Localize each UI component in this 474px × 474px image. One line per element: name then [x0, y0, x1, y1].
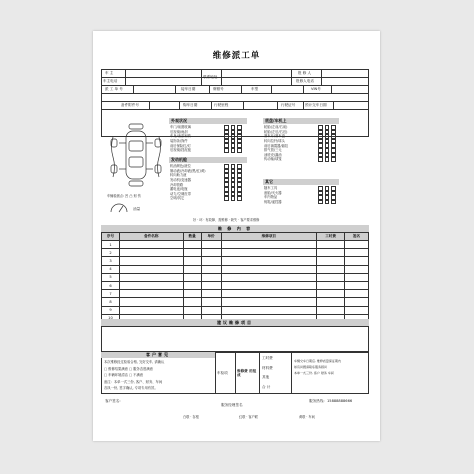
row-number: 1 — [102, 241, 120, 249]
table-cell[interactable] — [345, 298, 369, 306]
chassis-check-label: 轮胎(左后/右后) — [264, 129, 288, 134]
customer-opinion-band: 客户意见 — [101, 352, 215, 358]
table-cell[interactable] — [345, 249, 369, 257]
header-model-label: 车型 — [251, 87, 259, 91]
chassis-check-label: 前后减震器/悬挂 — [264, 143, 289, 148]
note-line: 车辆交车日期后, 维修质量保证期内 — [294, 359, 341, 363]
repair-table-header: 数量 — [183, 233, 201, 241]
table-cell[interactable] — [317, 249, 345, 257]
chassis-check-label: 油底壳/漏油 — [264, 152, 282, 157]
customer-opinion-line: □ 车辆环境清洁 □ 不满意 — [104, 373, 144, 377]
table-row — [102, 273, 369, 281]
repair-table-header: 备件名称 — [119, 233, 183, 241]
table-row — [102, 298, 369, 306]
table-cell[interactable] — [317, 306, 345, 314]
marks-legend: 好 · 坏 · 有故障、需维修 · 缺失 · 客户要求维修 — [193, 218, 260, 222]
table-cell[interactable] — [317, 241, 345, 249]
header-purchase-date-label: 购车日期 — [183, 103, 198, 107]
table-cell[interactable] — [221, 306, 317, 314]
check-box[interactable] — [325, 157, 330, 162]
header-plate-label: 牌照号 — [213, 87, 224, 91]
table-cell[interactable] — [345, 281, 369, 289]
table-cell[interactable] — [317, 265, 345, 273]
table-cell[interactable] — [317, 281, 345, 289]
table-cell[interactable] — [345, 306, 369, 314]
table-cell[interactable] — [221, 257, 317, 265]
repair-table-header: 序号 — [102, 233, 120, 241]
customer-opinion-line: □ 维修结果满意 □ 服务态度满意 — [104, 366, 153, 371]
row-number: 9 — [102, 306, 120, 314]
table-row — [102, 241, 369, 249]
copy-red: 红联 · 客户联 — [239, 415, 258, 419]
chassis-section-title: 底盘/车机上 — [263, 118, 339, 124]
engine-section-title: 发动机舱 — [169, 157, 247, 163]
repair-table-header: 签名 — [345, 233, 369, 241]
table-row — [102, 306, 369, 314]
table-cell[interactable] — [345, 273, 369, 281]
appearance-check-item — [170, 148, 242, 153]
fee-item-label: 合 计 — [262, 384, 271, 389]
table-cell[interactable] — [317, 298, 345, 306]
check-box[interactable] — [224, 196, 229, 201]
table-cell[interactable] — [201, 265, 221, 273]
appearance-section-title: 外观状况 — [169, 118, 247, 124]
check-box[interactable] — [231, 196, 236, 201]
table-cell[interactable] — [317, 290, 345, 298]
other-check-label: 车内物品 — [264, 195, 278, 200]
customer-opinion-line: 本次维修经过检验合格, 完好交车, 请确认 — [104, 360, 165, 364]
table-cell[interactable] — [183, 249, 201, 257]
engine-check-label: 冷却管路 — [170, 182, 184, 187]
table-cell[interactable] — [119, 298, 183, 306]
row-number: 7 — [102, 290, 120, 298]
table-cell[interactable] — [317, 257, 345, 265]
table-cell[interactable] — [183, 241, 201, 249]
appearance-check-label: 后视镜/挡泥板 — [170, 148, 191, 153]
header-mileage-label: 行驶里程 — [214, 103, 229, 107]
appearance-check-label: 车身/油漆划伤 — [170, 134, 191, 139]
chassis-check-label: 刹车片/刹车盘 — [264, 134, 285, 139]
table-cell[interactable] — [317, 273, 345, 281]
fee-composition-title: 维修费 用组成 — [237, 369, 257, 377]
table-cell[interactable] — [201, 298, 221, 306]
inspector-signature-label: 服务经理签名 — [221, 403, 243, 407]
engine-check-item — [170, 196, 242, 201]
table-cell[interactable] — [183, 273, 201, 281]
fuel-label: 油量 — [133, 207, 141, 211]
check-box[interactable] — [331, 200, 336, 205]
engine-check-label: 转向助力液 — [170, 173, 187, 178]
vehicle-checkpoint-legend: 车辆检测点: 凹 凸 划 伤 — [107, 194, 141, 198]
table-cell[interactable] — [201, 249, 221, 257]
table-row — [102, 290, 369, 298]
check-box[interactable] — [325, 200, 330, 205]
table-cell[interactable] — [201, 281, 221, 289]
engine-check-label: 发动机/变速器 — [170, 178, 191, 183]
table-cell[interactable] — [183, 257, 201, 265]
other-check-label: 随车工具 — [264, 186, 278, 191]
table-cell[interactable] — [345, 257, 369, 265]
repair-table — [101, 232, 369, 323]
header-owner-phone-label: 车主电话 — [103, 79, 118, 83]
customer-opinion-line: 备注：本单一式三份, 客户、财务、车间 — [104, 379, 163, 384]
table-cell[interactable] — [345, 290, 369, 298]
header-vin-label: VIN号 — [311, 87, 321, 91]
header-license-label: 行驶证号 — [281, 103, 296, 107]
table-cell[interactable] — [183, 265, 201, 273]
engine-check-label: 机油颜色/液位 — [170, 164, 191, 169]
fee-item-label: 材料费 — [262, 365, 273, 370]
table-cell[interactable] — [119, 290, 183, 298]
row-number: 3 — [102, 257, 120, 265]
suggested-repair-band: 建议维修项目 — [101, 319, 369, 326]
engine-check-label: 制动液/冷却液(黑/红/黄) — [170, 168, 206, 173]
table-cell[interactable] — [345, 241, 369, 249]
table-cell[interactable] — [345, 265, 369, 273]
checkin-label: 车检项 — [217, 371, 228, 375]
other-check-label: 备胎/灭火器 — [264, 190, 282, 195]
table-cell[interactable] — [119, 273, 183, 281]
table-cell[interactable] — [201, 273, 221, 281]
header-reporter-phone-label: 报修人电话 — [296, 79, 314, 83]
appearance-check-label: 前后保险杠/灯 — [170, 143, 191, 148]
table-cell[interactable] — [183, 306, 201, 314]
row-number: 2 — [102, 249, 120, 257]
check-box[interactable] — [318, 200, 323, 205]
fee-item-label: 工时费 — [262, 356, 273, 360]
chassis-check-label: 转向拉杆/球头 — [264, 139, 285, 144]
table-row — [102, 257, 369, 265]
appearance-check-label: 车门/前窗玻璃 — [170, 125, 191, 130]
table-row — [102, 265, 369, 273]
chassis-check-label: 排气管/三元 — [264, 148, 282, 153]
chassis-check-label: 轮胎(左前/右前) — [264, 125, 288, 130]
car-diagram-icon — [107, 123, 165, 191]
row-number: 5 — [102, 273, 120, 281]
copy-yellow: 黄联 · 车间 — [299, 415, 315, 419]
header-receive-date-label: 接车日期 — [181, 87, 196, 91]
other-check-label: 钥匙/遥控器 — [264, 200, 282, 205]
table-cell[interactable] — [201, 257, 221, 265]
header-reporter-label: 报 修 人 — [298, 71, 312, 75]
service-phone-number: 15888888666 — [327, 399, 353, 403]
row-number: 4 — [102, 265, 120, 273]
engine-check-label: 动力/空调皮带 — [170, 191, 191, 196]
table-cell[interactable] — [119, 265, 183, 273]
suggested-repair-area — [101, 326, 369, 352]
repair-table-header: 工时费 — [317, 233, 345, 241]
chassis-check-item — [264, 157, 336, 162]
other-check-item — [264, 200, 336, 205]
table-cell[interactable] — [221, 290, 317, 298]
check-box[interactable] — [331, 157, 336, 162]
row-number: 8 — [102, 298, 120, 306]
table-cell[interactable] — [201, 241, 221, 249]
header-delivery-date-label: 预计交车日期 — [305, 103, 327, 107]
header-order-no-label: 派 工 单 号 — [105, 87, 123, 91]
table-cell[interactable] — [221, 298, 317, 306]
note-line: 如有问题请联系服务顾问 — [294, 365, 328, 369]
service-phone-label: 服务热线: — [309, 399, 325, 403]
note-line: 本单一式三份, 客户 财务 车间 — [294, 371, 334, 375]
customer-opinion-line: 各执一份, 签字确认, 专项专用有效。 — [104, 386, 158, 390]
appearance-check-label: 装饰条/饰件 — [170, 139, 188, 144]
table-cell[interactable] — [183, 290, 201, 298]
header-owner-label: 车 主 — [105, 71, 114, 75]
check-box[interactable] — [237, 148, 242, 153]
check-box[interactable] — [231, 148, 236, 153]
table-cell[interactable] — [119, 257, 183, 265]
table-cell[interactable] — [119, 249, 183, 257]
appearance-check-label: 后视镜/雨刮 — [170, 129, 188, 134]
table-cell[interactable] — [221, 249, 317, 257]
customer-signature-label: 客户签名: — [105, 399, 121, 403]
table-cell[interactable] — [183, 281, 201, 289]
repair-content-band: 维 修 内 容 — [101, 225, 369, 232]
fuel-gauge-icon — [109, 201, 129, 213]
table-cell[interactable] — [221, 281, 317, 289]
engine-check-label: 空调/其它 — [170, 196, 185, 201]
fee-item-label: 其他 — [262, 375, 270, 379]
form-title: 维修派工单 — [212, 51, 261, 61]
table-cell[interactable] — [201, 306, 221, 314]
table-cell[interactable] — [119, 306, 183, 314]
repair-table-header: 单价 — [201, 233, 221, 241]
row-number: 6 — [102, 281, 120, 289]
table-cell[interactable] — [201, 290, 221, 298]
copy-white: 白联 · 存根 — [183, 415, 199, 419]
table-row — [102, 249, 369, 257]
engine-check-label: 蓄电池/电瓶 — [170, 187, 188, 192]
table-cell[interactable] — [119, 281, 183, 289]
check-box[interactable] — [318, 157, 323, 162]
repair-table-header: 维修项目 — [221, 233, 317, 241]
header-parts-no-label: 备件附件号 — [121, 103, 139, 107]
table-cell[interactable] — [221, 265, 317, 273]
check-box[interactable] — [224, 148, 229, 153]
table-row — [102, 281, 369, 289]
other-section-title: 其它 — [263, 179, 339, 185]
table-cell[interactable] — [183, 298, 201, 306]
chassis-check-label: 传动轴/球笼 — [264, 157, 282, 162]
header-address-label: 联系地址 — [203, 75, 218, 79]
table-cell[interactable] — [221, 241, 317, 249]
table-cell[interactable] — [119, 241, 183, 249]
table-cell[interactable] — [221, 273, 317, 281]
work-order-sheet — [93, 31, 380, 441]
check-box[interactable] — [237, 196, 242, 201]
